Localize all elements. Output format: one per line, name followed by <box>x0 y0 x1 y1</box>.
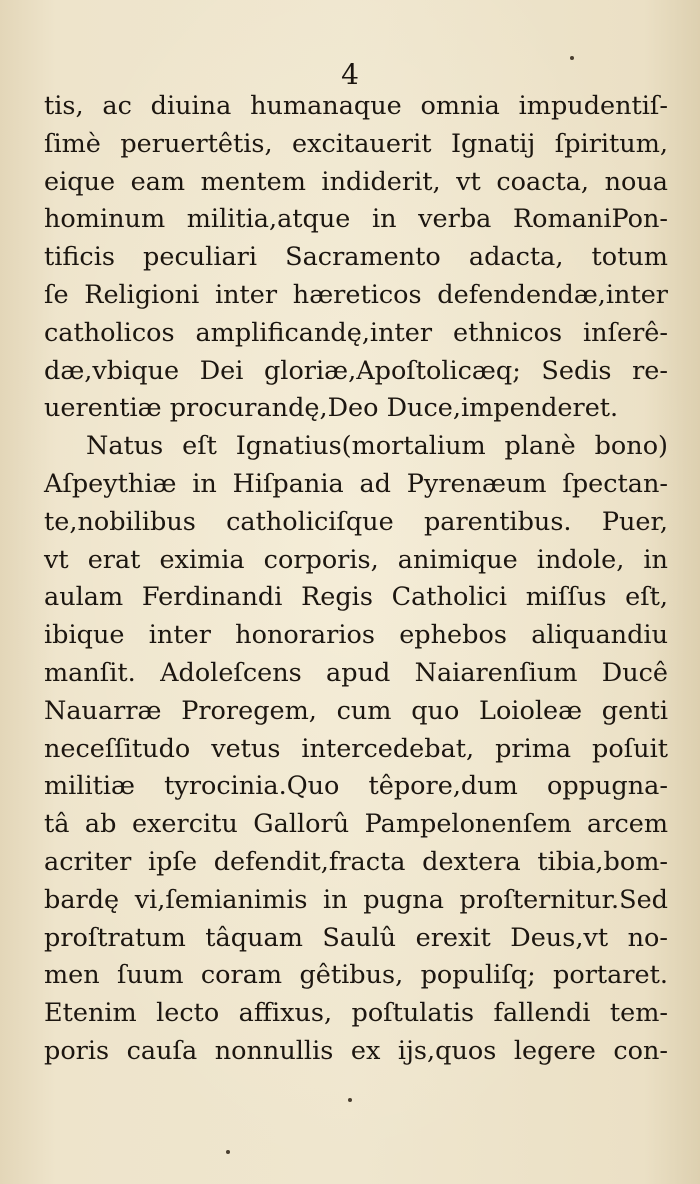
text-line: Etenim lecto affixus, poſtulatis fallendi tem- <box>44 998 668 1029</box>
text-line: Aſpeythiæ in Hiſpania ad Pyrenæum ſpectan- <box>44 468 668 499</box>
text-line: men ſuum coram gêtibus, populiſq; portaret. <box>44 960 668 991</box>
text-line: dæ,vbique Dei gloriæ,Apoſtolicæq; Sedis re- <box>44 355 668 386</box>
ink-speck <box>348 1098 352 1102</box>
text-line: acriter ipſe defendit,fracta dextera tibia,bom- <box>44 846 668 877</box>
text-line: neceſſitudo vetus intercedebat, prima poſuit <box>44 733 668 764</box>
text-line: tâ ab exercitu Gallorû Pampelonenſem arcem <box>44 809 668 840</box>
text-line: eique eam mentem indiderit, vt coacta, noua <box>44 166 668 197</box>
ink-speck <box>226 1150 230 1154</box>
text-line: Natus eſt Ignatius(mortalium planè bono) <box>86 431 668 462</box>
text-line: bardę vi,ſemianimis in pugna proſternitur.Sed <box>44 884 668 915</box>
text-line: ibique inter honorarios ephebos aliquandiu <box>44 620 668 651</box>
text-line: tificis peculiari Sacramento adacta, totum <box>44 242 668 273</box>
text-line: te,nobilibus catholiciſque parentibus. Puer, <box>44 506 668 537</box>
text-line: hominum militia,atque in verba RomaniPon- <box>44 204 668 235</box>
text-line: militiæ tyrocinia.Quo têpore,dum oppugna- <box>44 771 668 802</box>
text-line: ſe Religioni inter hæreticos defendendæ,inter <box>44 279 668 310</box>
page-number: 4 <box>341 58 359 91</box>
text-line: Nauarræ Proregem, cum quo Loioleæ genti <box>44 695 668 726</box>
text-line: aulam Ferdinandi Regis Catholici miſſus eſt, <box>44 582 668 613</box>
text-block <box>44 88 668 1071</box>
text-line: uerentiæ procurandę,Deo Duce,impenderet. <box>44 393 619 424</box>
text-line: catholicos amplificandę,inter ethnicos inſerê- <box>44 317 668 348</box>
text-line: vt erat eximia corporis, animique indole, in <box>44 544 668 575</box>
ink-speck <box>570 56 574 60</box>
text-line: manſit. Adoleſcens apud Naiarenſium Ducê <box>44 657 668 688</box>
text-line: ſimè peruertêtis, excitauerit Ignatij ſpiritum, <box>44 128 668 159</box>
text-line: poris cauſa nonnullis ex ijs,quos legere con- <box>44 1035 668 1066</box>
text-line: proſtratum tâquam Saulû erexit Deus,vt no- <box>44 922 668 953</box>
text-line: tis, ac diuina humanaque omnia impudentiſ- <box>44 91 668 121</box>
